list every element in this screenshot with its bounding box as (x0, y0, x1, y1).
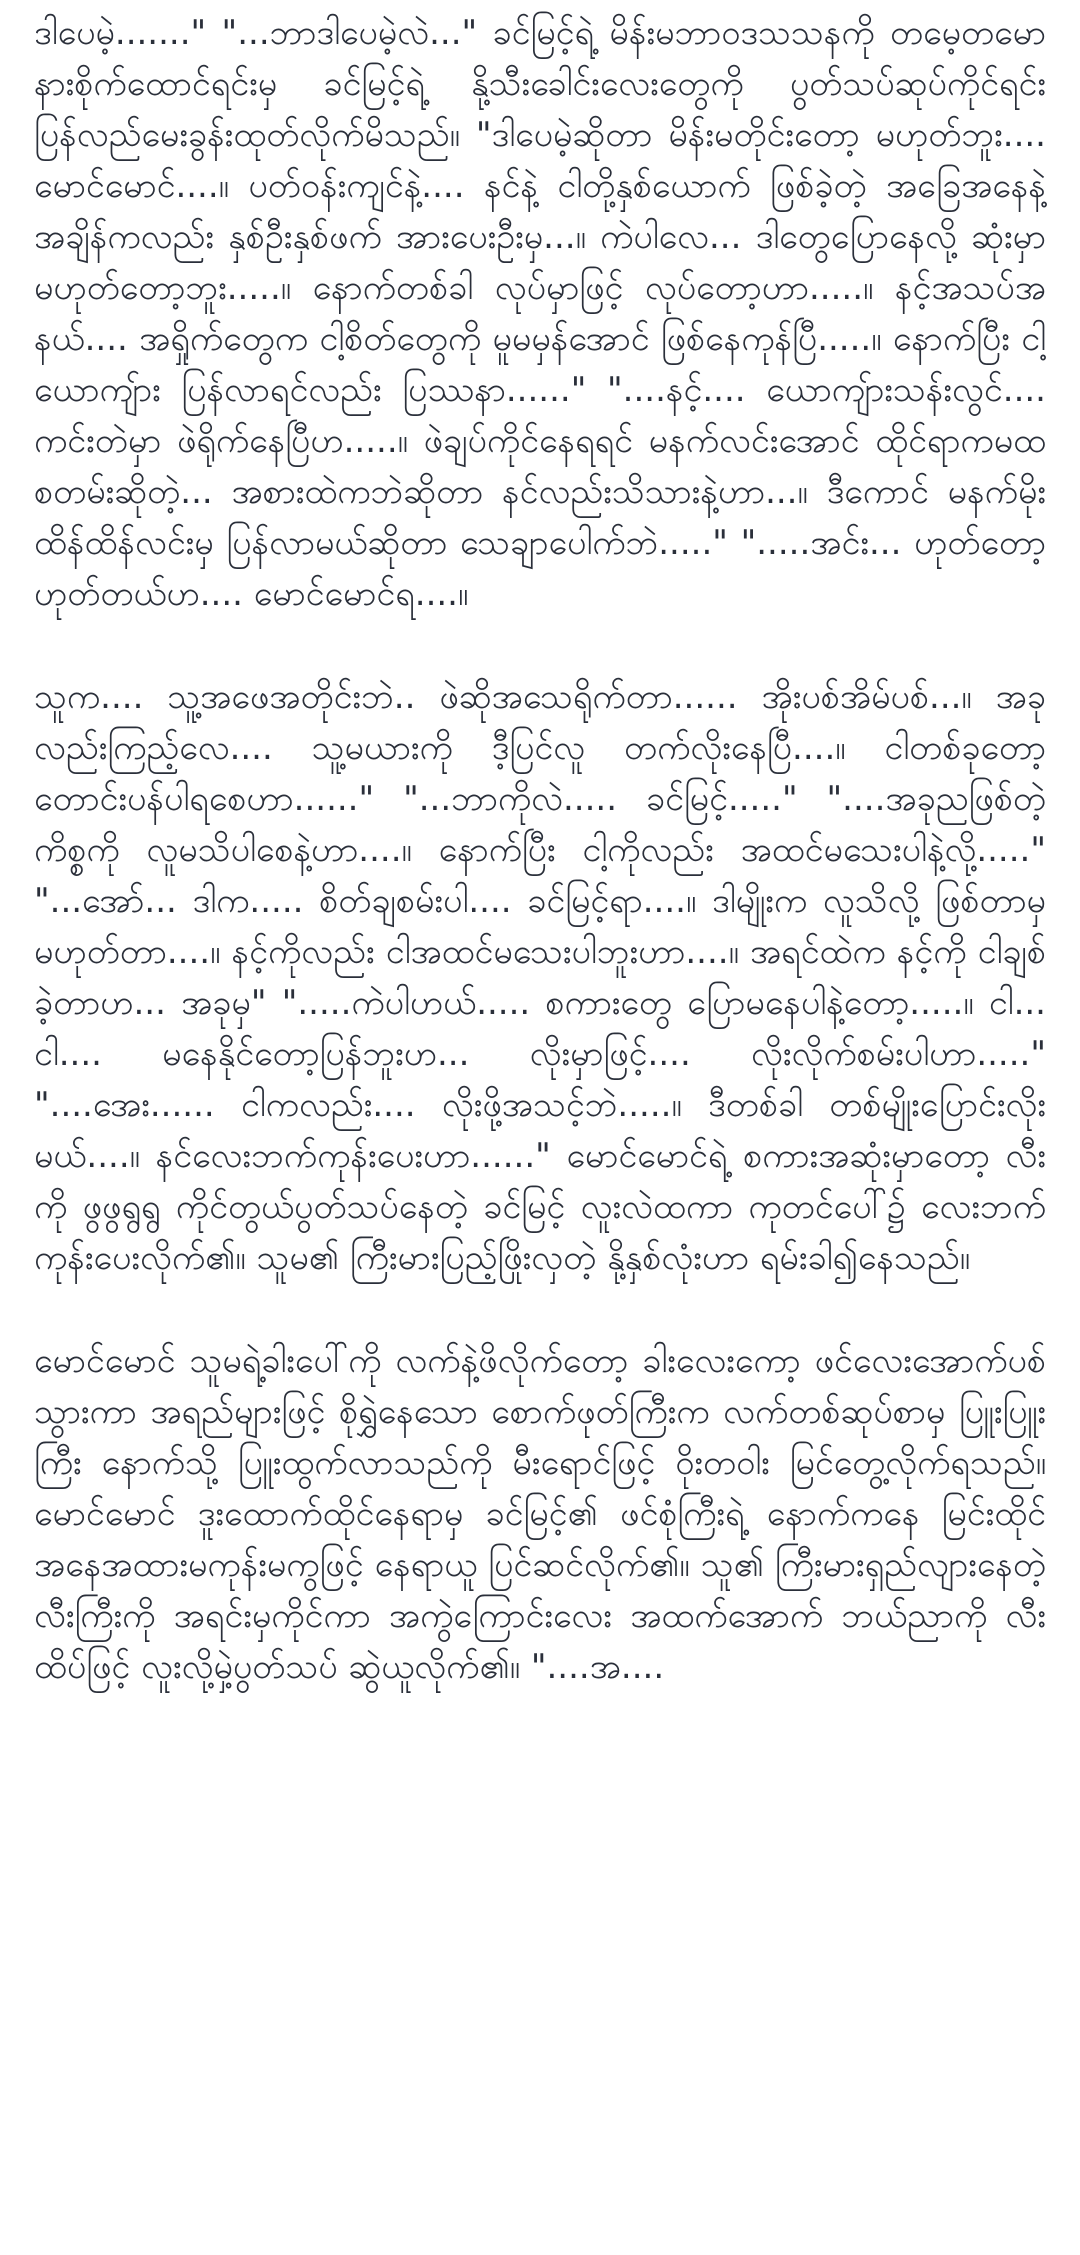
paragraph-gap (34, 1284, 1046, 1336)
paragraph-gap (34, 620, 1046, 672)
story-paragraph-1: ဒါပေမဲ့......." "...ဘာဒါပေမဲ့လဲ..." ခင်မြင့်ရဲ့ မိန်းမဘာဝဒသသနကို တမေ့တမော နားစိုက်ထောင်ရင်းမှ ခင်မြင့်ရဲ့ နို့သီးခေါင်းလေးတွေကို ပွတ်သပ်ဆုပ်ကိုင်ရင်း ပြန်လည်မေးခွန်းထုတ်လိုက်မိသည်။ "ဒါပေမဲ့ဆိုတာ မိန်းမတိုင်းတော့ မဟုတ်ဘူး.... မောင်မောင်....။ ပတ်ဝန်းကျင်နဲ့.... နင်နဲ့ ငါတို့နှစ်ယောက် ဖြစ်ခဲ့တဲ့ အခြေအနေနဲ့ အချိန်ကလည်း နှစ်ဦးနှစ်ဖက် အားပေးဦးမှ...။ ကဲပါလေ... ဒါတွေပြောနေလို့ ဆုံးမှာမဟုတ်တော့ဘူး.....။ နောက်တစ်ခါ လုပ်မှာဖြင့် လုပ်တော့ဟာ.....။ နင့်အသပ်အနယ်.... အရှိုက်တွေက ငါ့စိတ်တွေကို မူမမှန်အောင် ဖြစ်နေကုန်ပြီ.....။ နောက်ပြီး ငါ့ယောကျ်ား ပြန်လာရင်လည်း ပြဿနာ......" "....နင့်.... ယောကျ်ားသန်းလွင်.... ကင်းတဲမှာ ဖဲရိုက်နေပြီဟ.....။ ဖဲချပ်ကိုင်နေရရင် မနက်လင်းအောင် ထိုင်ရာကမထစတမ်းဆိုတဲ့... အစားထဲကဘဲဆိုတာ နင်လည်းသိသားနဲ့ဟာ...။ ဒီကောင် မနက်မိုးထိန်ထိန်လင်းမှ ပြန်လာမယ်ဆိုတာ သေချာပေါက်ဘဲ....." ".....အင်း... ဟုတ်တော့ဟုတ်တယ်ဟ.... မောင်မောင်ရ....။ (34, 13, 1046, 614)
story-paragraph-2: သူက.... သူ့အဖေအတိုင်းဘဲ.. ဖဲဆိုအသေရိုက်တာ...... အိုးပစ်အိမ်ပစ်...။ အခုလည်းကြည့်လေ.... သူ့မယားကို ဒီ့ပြင်လူ တက်လိုးနေပြီ....။ ငါတစ်ခုတော့ တောင်းပန်ပါရစေဟာ......" "...ဘာကိုလဲ..... ခင်မြင့်....." "....အခုညဖြစ်တဲ့ ကိစ္စကို လူမသိပါစေနဲ့ဟာ....။ နောက်ပြီး ငါ့ကိုလည်း အထင်မသေးပါနဲ့လို့....." "...အော်... ဒါက..... စိတ်ချစမ်းပါ.... ခင်မြင့်ရာ....။ ဒါမျိုးက လူသိလို့ ဖြစ်တာမှ မဟုတ်တာ....။ နင့်ကိုလည်း ငါအထင်မသေးပါဘူးဟာ....။ အရင်ထဲက နင့်ကို ငါချစ်ခဲ့တာဟ... အခုမှ" ".....ကဲပါဟယ်..... စကားတွေ ပြောမနေပါနဲ့တော့.....။ ငါ... ငါ.... မနေနိုင်တော့ပြန်ဘူးဟ... လိုးမှာဖြင့်.... လိုးလိုက်စမ်းပါဟာ....." "....အေး...... ငါကလည်း.... လိုးဖို့အသင့်ဘဲ.....။ ဒီတစ်ခါ တစ်မျိုးပြောင်းလိုးမယ်....။ နင်လေးဘက်ကုန်းပေးဟာ......" မောင်မောင်ရဲ့ စကားအဆုံးမှာတော့ လီးကို ဖွဖွရွရွ ကိုင်တွယ်ပွတ်သပ်နေတဲ့ ခင်မြင့် လူးလဲထကာ ကုတင်ပေါ်၌ လေးဘက်ကုန်းပေးလိုက်၏။ သူမ၏ ကြီးမားပြည့်ဖြိုးလှတဲ့ နို့နှစ်လုံးဟာ ရမ်းခါ၍နေသည်။ (34, 677, 1046, 1278)
story-paragraph-3: မောင်မောင် သူမရဲ့ခါးပေါ်ကို လက်နဲ့ဖိလိုက်တော့ ခါးလေးကော့ ဖင်လေးအောက်ပစ်သွားကာ အရည်များဖြင့် စိုရွှဲနေသော စောက်ဖုတ်ကြီးက လက်တစ်ဆုပ်စာမှ ပြူးပြူးကြီး နောက်သို့ ပြူးထွက်လာသည်ကို မီးရောင်ဖြင့် ဝိုးတဝါး မြင်တွေ့လိုက်ရသည်။ မောင်မောင် ဒူးထောက်ထိုင်နေရာမှ ခင်မြင့်၏ ဖင်စုံကြီးရဲ့ နောက်ကနေ မြင်းထိုင် အနေအထားမကုန်းမကွဖြင့် နေရာယူ ပြင်ဆင်လိုက်၏။ သူ၏ ကြီးမားရှည်လျားနေတဲ့ လီးကြီးကို အရင်းမှကိုင်ကာ အကွဲကြောင်းလေး အထက်အောက် ဘယ်ညာကို လီးထိပ်ဖြင့် လူးလို့မှဲ့ပွတ်သပ် ဆွဲယူလိုက်၏။ "....အ.... (34, 1341, 1046, 1687)
